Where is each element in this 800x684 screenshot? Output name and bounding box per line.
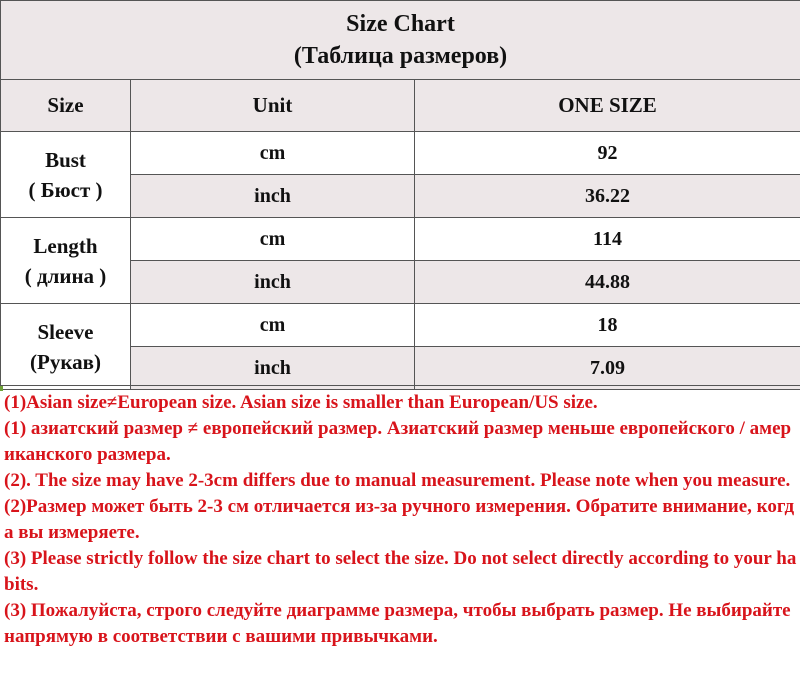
value-cell: 44.88 [415,261,800,304]
notes-section [0,385,800,684]
value-cell: 7.09 [415,347,800,390]
title-row [1,1,800,80]
measure-label-ru: ( длина ) [24,263,107,288]
measure-label-en: Bust [45,147,86,172]
note-1-en: (1)Asian size≠European size. Asian size is smaller than European/US size. [4,392,598,413]
value-cell: 18 [415,304,800,347]
note-3-ru: (3) Пожалуйста, строго следуйте диаграмме размера, чтобы выбрать размер. Не выбирайте напрямую в соответствии с вашими привычками. [4,600,791,647]
measure-label-en: Length [33,233,98,258]
table-row [1,218,800,261]
measure-label-ru: (Рукав) [30,349,101,374]
chart-title-line1: Size Chart [346,11,455,37]
note-2-ru: (2)Размер может быть 2-3 см отличается из-за ручного измерения. Обратите внимание, когда вы измеряете. [4,496,795,543]
note-3-en: (3) Please strictly follow the size chart to select the size. Do not select directly according to your habits. [4,548,797,595]
unit-cell: inch [131,347,415,390]
value-cell: 36.22 [415,175,800,218]
table-row [1,304,800,347]
header-size: Size [1,80,131,132]
value-cell: 92 [415,132,800,175]
measure-label-ru: ( Бюст ) [28,177,103,202]
unit-cell: inch [131,261,415,304]
header-row [1,80,800,132]
header-one-size: ONE SIZE [415,80,800,132]
value-cell: 114 [415,218,800,261]
measure-label-sleeve [1,304,131,390]
note-1-ru: (1) азиатский размер ≠ европейский размер. Азиатский размер меньше европейского / американского размера. [4,418,792,465]
measure-label-en: Sleeve [37,319,94,344]
measure-label-length [1,218,131,304]
table-row [1,132,800,175]
chart-title [1,1,800,80]
unit-cell: cm [131,304,415,347]
unit-cell: cm [131,132,415,175]
unit-cell: inch [131,175,415,218]
chart-title-line2: (Таблица размеров) [293,43,508,69]
note-2-en: (2). The size may have 2-3cm differs due to manual measurement. Please note when you measure. [4,470,791,491]
measure-label-bust [1,132,131,218]
header-unit: Unit [131,80,415,132]
unit-cell: cm [131,218,415,261]
